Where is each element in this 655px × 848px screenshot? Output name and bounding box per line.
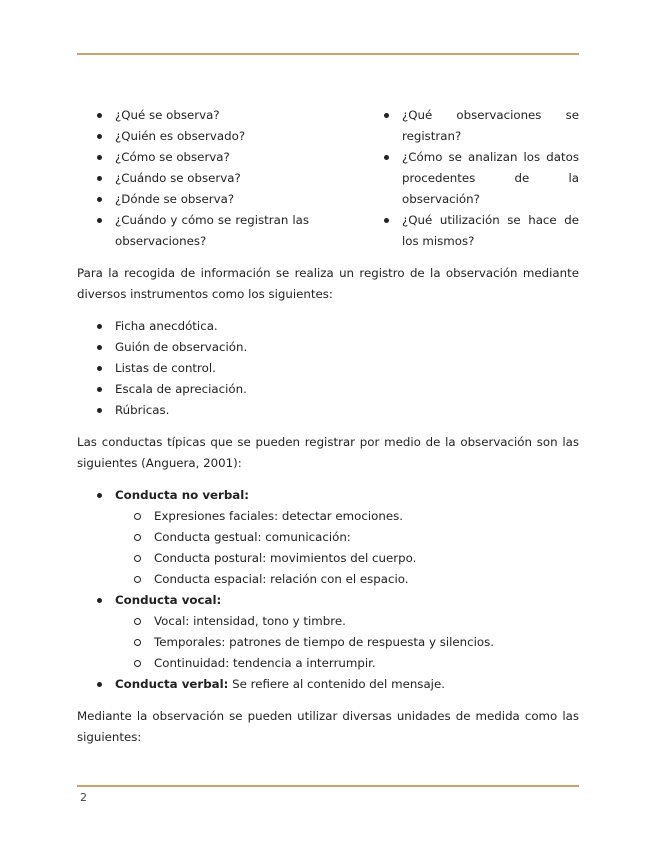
instruments-list (77, 316, 579, 421)
conducta-verbal (77, 674, 579, 695)
conducta-text: Se refiere al contenido del mensaje. (228, 677, 445, 691)
paragraph-conductas-intro: Las conductas típicas que se pueden registrar por medio de la observación son las siguientes (Anguera, 2001): (77, 435, 579, 470)
list-item: ¿Dónde se observa? (77, 189, 309, 210)
list-item: Conducta postural: movimientos del cuerpo. (77, 548, 579, 569)
page-number: 2 (80, 791, 87, 804)
list-item: Conducta espacial: relación con el espacio. (77, 569, 579, 590)
conductas-list (77, 485, 579, 506)
conducta-no-verbal (77, 485, 579, 506)
list-item: Conducta gestual: comunicación: (77, 527, 579, 548)
questions-columns (77, 105, 579, 252)
list-item: Continuidad: tendencia a interrumpir. (77, 653, 579, 674)
paragraph-unidades: Mediante la observación se pueden utilizar diversas unidades de medida como las siguientes: (77, 709, 579, 744)
list-item: Temporales: patrones de tiempo de respuesta y silencios. (77, 632, 579, 653)
list-item: Guión de observación. (77, 337, 579, 358)
page-content (77, 105, 579, 748)
questions-right-list (364, 105, 579, 252)
list-item: ¿Quién es observado? (77, 126, 309, 147)
questions-left-list (77, 105, 309, 252)
conductas-list-verbal (77, 674, 579, 695)
list-item: ¿Cuándo y cómo se registran las observaciones? (77, 210, 309, 252)
list-item: Ficha anecdótica. (77, 316, 579, 337)
paragraph-instruments-intro: Para la recogida de información se realiza un registro de la observación mediante diversos instrumentos como los siguientes: (77, 266, 579, 301)
list-item: ¿Qué utilización se hace de los mismos? (364, 210, 579, 252)
list-item: ¿Cómo se analizan los datos procedentes de la observación? (364, 147, 579, 210)
list-item: ¿Cuándo se observa? (77, 168, 309, 189)
list-item: Rúbricas. (77, 400, 579, 421)
list-item: Expresiones faciales: detectar emociones. (77, 506, 579, 527)
list-item: Vocal: intensidad, tono y timbre. (77, 611, 579, 632)
vocal-sublist (77, 611, 579, 674)
header-rule (77, 53, 579, 55)
conducta-vocal (77, 590, 579, 611)
footer-rule (77, 785, 579, 787)
list-item: Escala de apreciación. (77, 379, 579, 400)
list-item: ¿Cómo se observa? (77, 147, 309, 168)
list-item: Listas de control. (77, 358, 579, 379)
list-item: ¿Qué observaciones se registran? (364, 105, 579, 147)
conducta-title: Conducta no verbal: (115, 488, 249, 502)
conducta-title: Conducta verbal: (115, 677, 229, 691)
no-verbal-sublist (77, 506, 579, 590)
conducta-title: Conducta vocal: (115, 593, 222, 607)
conductas-list-vocal (77, 590, 579, 611)
list-item: ¿Qué se observa? (77, 105, 309, 126)
